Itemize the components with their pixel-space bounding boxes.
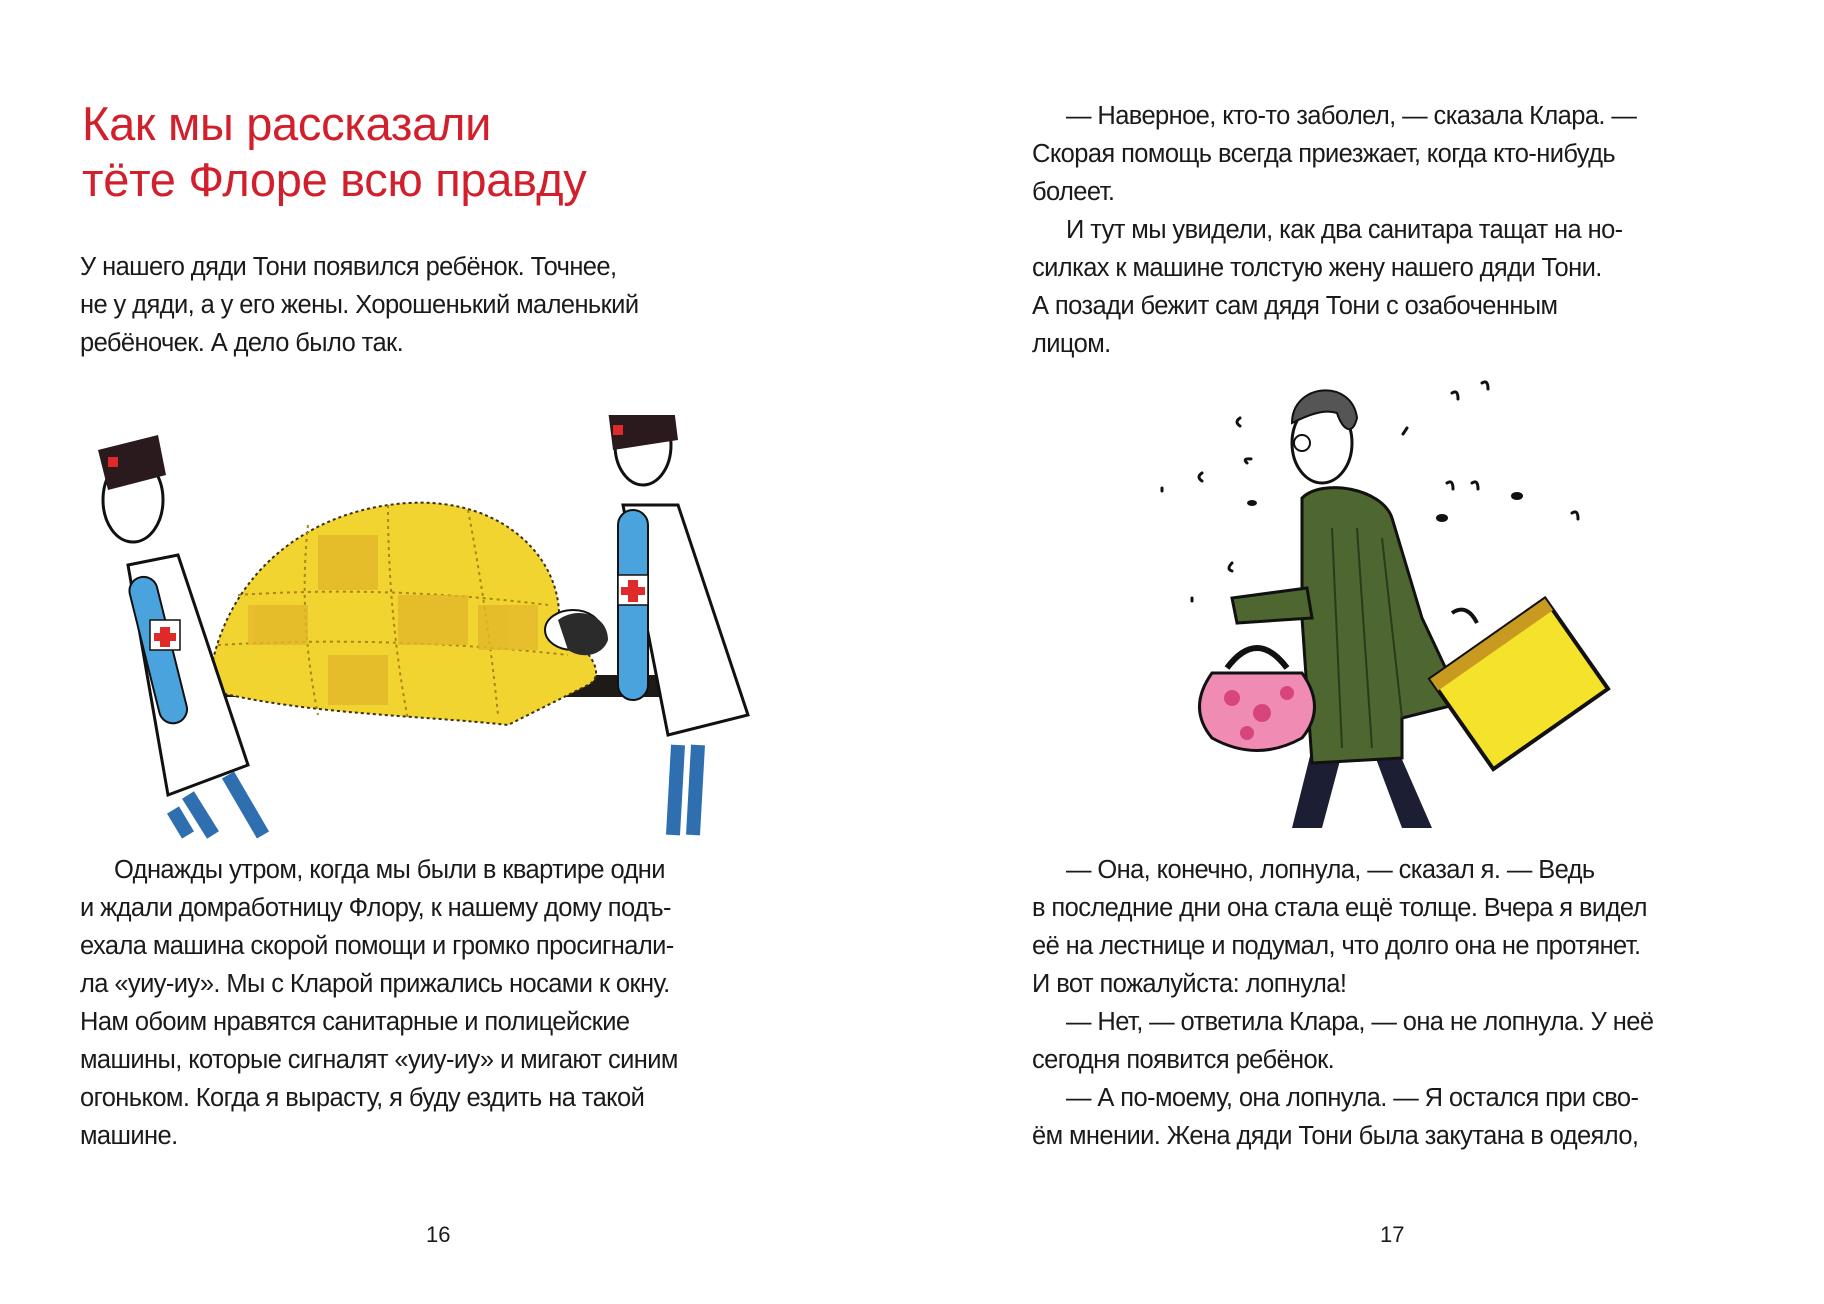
text-line: не у дяди, а у его жены. Хорошенький маленький	[80, 291, 639, 319]
text-line: — Наверное, кто-то заболел, — сказала Клара. —	[1066, 102, 1637, 130]
text-line: ла «уиу-иу». Мы с Кларой прижались носами к окну.	[80, 970, 670, 998]
paramedics-stretcher-illustration	[88, 415, 808, 840]
text-line: — А по-моему, она лопнула. — Я остался при сво-	[1066, 1084, 1639, 1112]
chapter-title	[82, 96, 587, 208]
page-number: 16	[426, 1222, 451, 1247]
text-line: машины, которые сигналят «уиу-иу» и мигают синим	[80, 1046, 678, 1074]
text-line: Нам обоим нравятся санитарные и полицейские	[80, 1008, 630, 1036]
text-line: ребёночек. А дело было так.	[80, 329, 404, 357]
dialogue-paragraph	[1032, 97, 1636, 363]
text-line: в последние дни она стала ещё толще. Вчера я видел	[1032, 894, 1647, 922]
text-line: ехала машина скорой помощи и громко просигнали-	[80, 932, 674, 960]
intro-paragraph	[80, 248, 638, 362]
page-number: 17	[1380, 1222, 1405, 1247]
text-line: болеет.	[1032, 178, 1115, 206]
chapter-title-line: тёте Флоре всю правду	[82, 153, 587, 206]
text-line: ём мнении. Жена дяди Тони была закутана в одеяло,	[1032, 1122, 1639, 1150]
body-paragraph	[80, 851, 678, 1155]
text-line: У нашего дяди Тони появился ребёнок. Точнее,	[80, 253, 617, 281]
text-line: Скорая помощь всегда приезжает, когда кто-нибудь	[1032, 140, 1616, 168]
text-line: — Нет, — ответила Клара, — она не лопнула. У неё	[1066, 1008, 1654, 1036]
text-line: — Она, конечно, лопнула, — сказал я. — Ведь	[1066, 856, 1595, 884]
text-line: И тут мы увидели, как два санитара тащат на но-	[1066, 216, 1623, 244]
text-line: огоньком. Когда я вырасту, я буду ездить на такой	[80, 1084, 645, 1112]
dialogue-paragraph	[1032, 851, 1653, 1155]
text-line: Однажды утром, когда мы были в квартире одни	[114, 856, 665, 884]
chapter-title-line: Как мы рассказали	[82, 97, 492, 150]
text-line: лицом.	[1032, 330, 1111, 358]
text-line: сегодня появится ребёнок.	[1032, 1046, 1335, 1074]
text-line: силках к машине толстую жену нашего дяди Тони.	[1032, 254, 1602, 282]
uncle-toni-illustration	[1152, 368, 1632, 838]
text-line: и ждали домработницу Флору, к нашему дому подъ-	[80, 894, 671, 922]
text-line: машине.	[80, 1122, 178, 1150]
text-line: её на лестнице и подумал, что долго она не протянет.	[1032, 932, 1641, 960]
text-line: А позади бежит сам дядя Тони с озабоченным	[1032, 292, 1558, 320]
text-line: И вот пожалуйста: лопнула!	[1032, 970, 1347, 998]
right-page	[912, 0, 1824, 1304]
